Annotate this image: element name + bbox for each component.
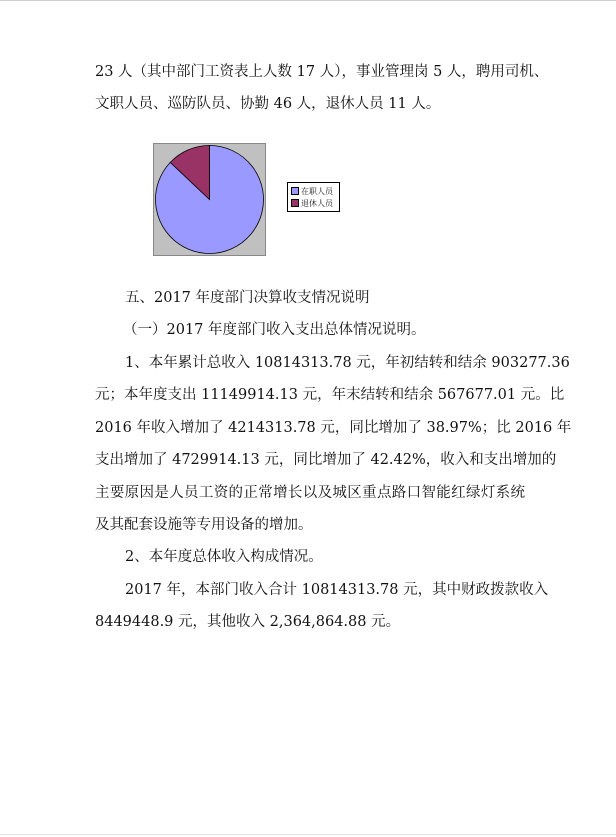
staff-pie-chart: [153, 143, 266, 256]
section-heading-5: 五、2017 年度部门决算收支情况说明: [125, 290, 370, 306]
paragraph-income-line-1: 1、本年累计总收入 10814313.78 元，年初结转和结余 903277.36: [125, 355, 570, 371]
paragraph-income-line-3: 2016 年收入增加了 4214313.78 元，同比增加了 38.97%；比 2016 年: [95, 420, 572, 436]
paragraph-staff-line-1: 23 人（其中部门工资表上人数 17 人），事业管理岗 5 人，聘用司机、: [95, 64, 549, 80]
legend-item-active-staff: [291, 186, 333, 197]
paragraph-income-line-6: 及其配套设施等专用设备的增加。: [95, 517, 313, 533]
paragraph-income-line-4: 支出增加了 4729914.13 元，同比增加了 42.42%，收入和支出增加的: [95, 452, 557, 468]
paragraph-composition-line-1: 2017 年，本部门收入合计 10814313.78 元，其中财政拨款收入: [125, 582, 549, 598]
legend-label-retired-staff: 退休人员: [301, 199, 333, 208]
legend-label-active-staff: 在职人员: [301, 187, 333, 196]
chart-legend: [287, 182, 340, 212]
pie-chart-svg: [154, 144, 265, 255]
page-top-border: [0, 0, 616, 1]
paragraph-staff-line-2: 文职人员、巡防队员、协勤 46 人，退休人员 11 人。: [95, 96, 441, 112]
item-heading-2: 2、本年度总体收入构成情况。: [125, 549, 323, 565]
paragraph-composition-line-2: 8449448.9 元，其他收入 2,364,864.88 元。: [95, 614, 401, 630]
page-bottom-border: [0, 834, 616, 835]
subsection-heading-1: （一）2017 年度部门收入支出总体情况说明。: [123, 322, 426, 338]
paragraph-income-line-5: 主要原因是人员工资的正常增长以及城区重点路口智能红绿灯系统: [95, 485, 525, 501]
legend-swatch-active-staff: [291, 187, 299, 195]
legend-item-retired-staff: [291, 198, 333, 209]
legend-swatch-retired-staff: [291, 199, 299, 207]
paragraph-income-line-2: 元；本年度支出 11149914.13 元，年末结转和结余 567677.01 元。比: [95, 387, 565, 403]
